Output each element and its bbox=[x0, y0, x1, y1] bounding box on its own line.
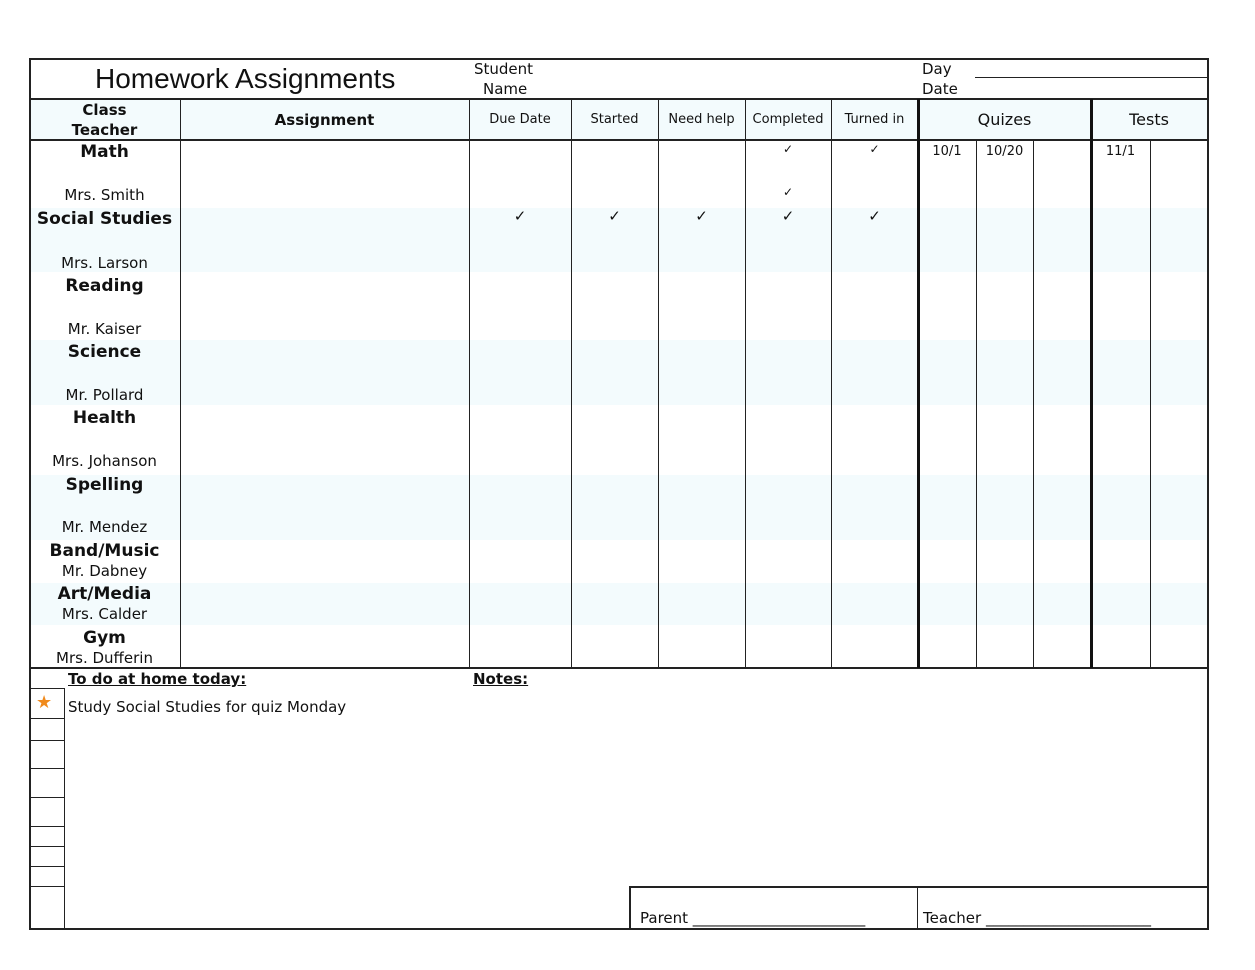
page-title: Homework Assignments bbox=[95, 63, 396, 94]
social-studies-started-check[interactable]: ✓ bbox=[608, 207, 621, 225]
quiz-date: 10/20 bbox=[985, 144, 1024, 159]
subject-label: Math bbox=[80, 142, 129, 162]
social-studies-need-help-check[interactable]: ✓ bbox=[695, 207, 708, 225]
subject-label: Science bbox=[67, 342, 142, 362]
started-header: Started bbox=[590, 111, 639, 127]
divider bbox=[29, 667, 1207, 669]
assignment-header: Assignment bbox=[274, 110, 375, 129]
todo-heading: To do at home today: bbox=[68, 670, 247, 688]
subject-label: Reading bbox=[65, 276, 144, 296]
todo-checkbox-line[interactable] bbox=[29, 866, 65, 867]
day-line[interactable] bbox=[975, 77, 1207, 78]
todo-checkbox-line[interactable] bbox=[29, 886, 65, 887]
todo-checkbox-line[interactable] bbox=[29, 768, 65, 769]
teacher-header: Teacher bbox=[71, 120, 138, 139]
todo-item[interactable]: Study Social Studies for quiz Monday bbox=[68, 698, 347, 716]
math-completed-check[interactable]: ✓ bbox=[782, 142, 794, 156]
todo-checkbox-line[interactable] bbox=[29, 826, 65, 827]
divider bbox=[658, 99, 659, 668]
test-date: 11/1 bbox=[1105, 144, 1136, 159]
teacher-label: Mrs. Calder bbox=[61, 605, 148, 623]
need-help-header: Need help bbox=[668, 111, 735, 127]
student-label: Student bbox=[474, 60, 534, 78]
todo-checkbox-line[interactable] bbox=[29, 846, 65, 847]
subject-label: Social Studies bbox=[36, 209, 173, 229]
notes-heading: Notes: bbox=[473, 670, 529, 688]
turned-in-header: Turned in bbox=[844, 111, 905, 127]
class-teacher-header bbox=[29, 99, 180, 140]
teacher-label: Mrs. Smith bbox=[64, 186, 145, 204]
subject-label: Art/Media bbox=[57, 584, 152, 604]
divider bbox=[976, 140, 977, 668]
parent-signature[interactable]: Parent _______________________ bbox=[640, 909, 866, 927]
divider bbox=[571, 99, 572, 668]
todo-checkbox-line[interactable] bbox=[29, 718, 65, 719]
divider bbox=[1150, 140, 1151, 668]
divider bbox=[180, 99, 181, 668]
social-studies-completed-check[interactable]: ✓ bbox=[781, 207, 795, 225]
name-label[interactable]: Name bbox=[483, 80, 528, 98]
todo-checkbox-line[interactable] bbox=[29, 740, 65, 741]
divider bbox=[917, 886, 918, 928]
subject-label: Gym bbox=[83, 628, 126, 648]
social-studies-turned-in-check[interactable]: ✓ bbox=[868, 207, 881, 225]
quiz-date: 10/1 bbox=[932, 144, 962, 159]
teacher-label: Mr. Dabney bbox=[61, 562, 148, 580]
completed-header: Completed bbox=[752, 111, 824, 127]
quizzes-header: Quizes bbox=[977, 109, 1032, 129]
teacher-label: Mrs. Dufferin bbox=[56, 649, 153, 667]
class-header: Class bbox=[82, 100, 127, 119]
sheet-border bbox=[29, 58, 1209, 930]
subject-label: Health bbox=[72, 408, 137, 428]
due-date-header: Due Date bbox=[489, 111, 551, 127]
divider bbox=[831, 99, 832, 668]
math-completed-check-2[interactable]: ✓ bbox=[782, 185, 794, 199]
date-label[interactable]: Date bbox=[922, 80, 958, 98]
social-studies-due-check[interactable]: ✓ bbox=[513, 207, 527, 225]
teacher-label: Mrs. Johanson bbox=[52, 452, 157, 470]
teacher-label: Mr. Pollard bbox=[65, 386, 144, 404]
day-label[interactable]: Day bbox=[922, 60, 952, 78]
subject-label: Band/Music bbox=[49, 541, 160, 561]
math-turned-in-check[interactable]: ✓ bbox=[869, 142, 880, 156]
teacher-label: Mrs. Larson bbox=[61, 254, 148, 272]
divider bbox=[64, 688, 65, 928]
divider bbox=[1090, 99, 1093, 668]
tests-header: Tests bbox=[1129, 109, 1169, 129]
teacher-label: Mr. Kaiser bbox=[67, 320, 142, 338]
todo-checkbox-line[interactable] bbox=[29, 797, 65, 798]
star-icon: ★ bbox=[36, 692, 53, 713]
teacher-signature[interactable]: Teacher ______________________ bbox=[923, 909, 1151, 927]
divider bbox=[469, 99, 470, 668]
teacher-label: Mr. Mendez bbox=[61, 518, 148, 536]
subject-label: Spelling bbox=[65, 475, 144, 495]
divider bbox=[917, 99, 920, 668]
todo-checkbox-line[interactable] bbox=[29, 688, 65, 689]
divider bbox=[1033, 140, 1034, 668]
